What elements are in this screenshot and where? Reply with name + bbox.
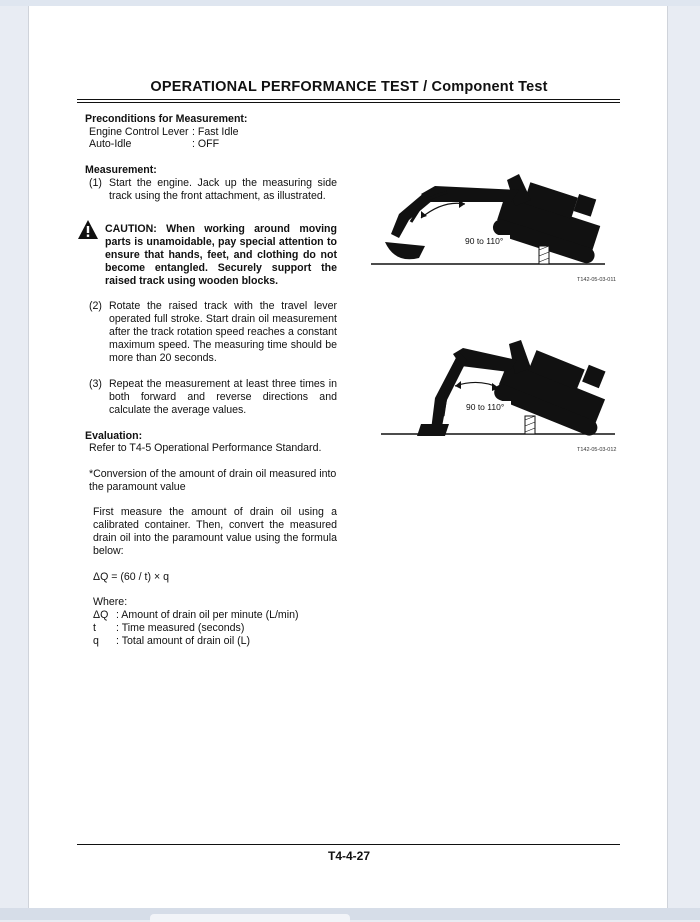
engine-control-label: Engine Control Lever (89, 126, 189, 138)
figure-1-code: T142-05-03-011 (577, 277, 617, 283)
document-page (28, 6, 668, 908)
auto-idle-value: : OFF (192, 138, 220, 150)
auto-idle-label: Auto-Idle (89, 138, 132, 150)
def-description: : Total amount of drain oil (L) (116, 635, 251, 647)
def-description: : Time measured (seconds) (116, 622, 245, 634)
def-description: : Amount of drain oil per minute (L/min) (116, 609, 299, 621)
evaluation-heading: Evaluation: (85, 430, 143, 442)
step-3-number: (3) (89, 378, 102, 390)
where-label: Where: (93, 596, 128, 608)
figure-excavator-jacked-1 (369, 172, 609, 272)
procedure-text: First measure the amount of drain oil using a calibrated container. Then, convert the measured drain oil into the paramount value using the formula below: (93, 506, 337, 557)
title-rule-bottom (77, 102, 620, 103)
conversion-note: *Conversion of the amount of drain oil measured into the paramount value (89, 468, 337, 493)
figure-2-code: T142-05-03-012 (577, 447, 617, 453)
page-number: T4-4-27 (327, 849, 371, 863)
preconditions-heading: Preconditions for Measurement: (85, 113, 248, 125)
figure-2-angle-label: 90 to 110° (466, 402, 505, 412)
measurement-heading: Measurement: (85, 164, 157, 176)
footer-rule (77, 844, 620, 845)
step-1-text: Start the engine. Jack up the measuring side track using the front attachment, as illustrated. (109, 177, 337, 202)
step-2-number: (2) (89, 300, 102, 312)
engine-control-value: : Fast Idle (192, 126, 239, 138)
viewer-bottom-tab[interactable] (150, 914, 350, 922)
def-symbol: ΔQ (93, 609, 109, 621)
evaluation-text: Refer to T4-5 Operational Performance Standard. (89, 442, 322, 454)
formula: ΔQ = (60 / t) × q (93, 571, 169, 583)
viewer-bottom-strip (0, 908, 700, 920)
def-symbol: q (93, 635, 99, 647)
figure-excavator-jacked-2 (379, 338, 619, 438)
figure-1-angle-label: 90 to 110° (465, 236, 504, 246)
caution-icon (77, 219, 99, 245)
step-2-text: Rotate the raised track with the travel lever operated full stroke. Start drain oil measurement after the track rotation speed reaches a constant maximum speed. The measuring time should be more than 20 seconds. (109, 300, 337, 364)
step-3-text: Repeat the measurement at least three times in both forward and reverse directions and calculate the average values. (109, 378, 337, 416)
caution-text: CAUTION: When working around moving parts is unamoidable, pay special attention to ensure that hands, feet, and clothing do not become entangled. Securely support the raised track using wooden blocks. (105, 223, 337, 287)
step-1-number: (1) (89, 177, 102, 189)
title-rule-top (77, 99, 620, 100)
page-title: OPERATIONAL PERFORMANCE TEST / Component Test (150, 79, 548, 95)
def-symbol: t (93, 622, 96, 634)
